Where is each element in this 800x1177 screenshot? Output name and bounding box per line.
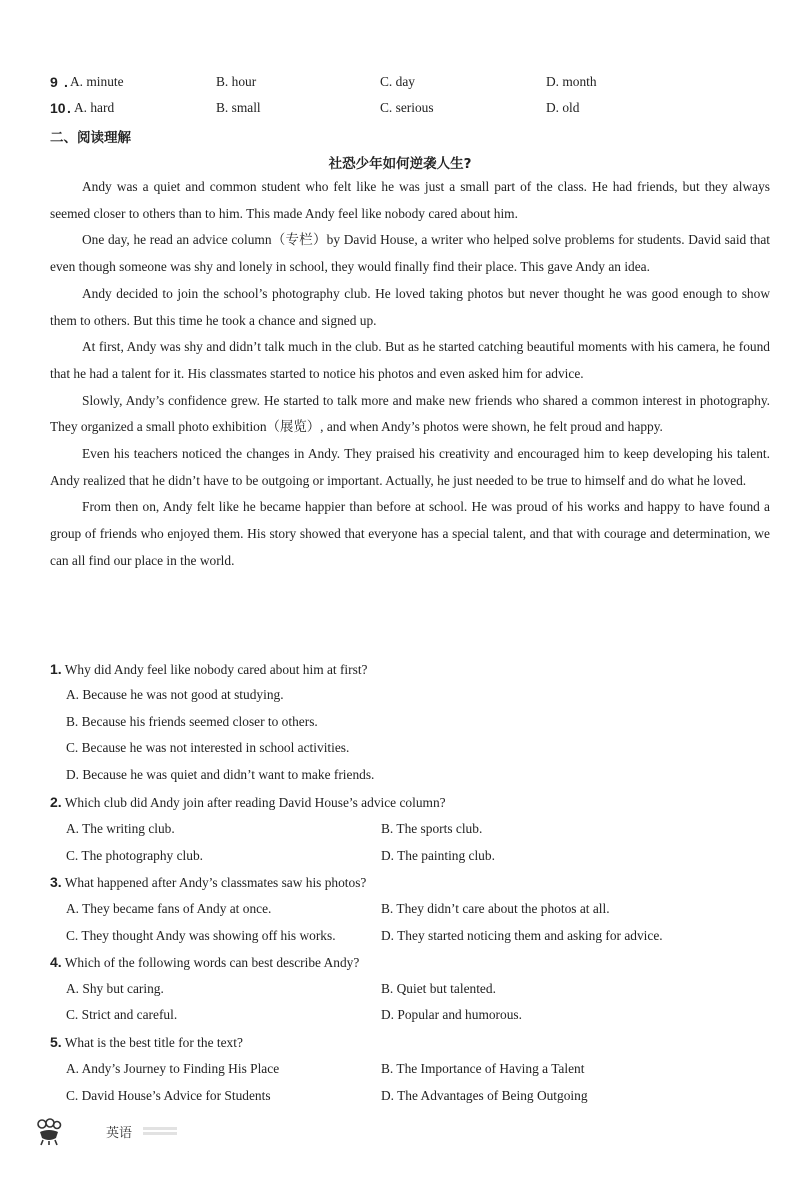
option-b: B. small xyxy=(216,100,261,115)
question-stem: Which club did Andy join after reading David House’s advice column? xyxy=(64,795,446,810)
option-c: C. David House’s Advice for Students xyxy=(66,1088,271,1103)
question-stem: Why did Andy feel like nobody cared about him at first? xyxy=(64,662,368,677)
option-a: A. They became fans of Andy at once. xyxy=(66,901,272,916)
publisher-mark-icon xyxy=(142,1125,178,1137)
cloze-question-9: 9 . A. minute B. hour C. day D. month xyxy=(50,74,597,90)
option-b: B. hour xyxy=(216,74,257,89)
question-number: 10 xyxy=(50,100,66,116)
paragraph: From then on, Andy felt like he became happier than before at school. He was proud of his works and happy to have found a group of friends who enjoyed them. His story showed that everyone has a special talent, and that with courage and determination, we can all find our place in the world. xyxy=(50,499,770,568)
option-a: A. Shy but caring. xyxy=(66,981,164,996)
question-stem: What is the best title for the text? xyxy=(64,1035,243,1050)
paragraph: One day, he read an advice column（专栏）by David House, a writer who helped solve problems for students. David said that even though someone was shy and lonely in school, they would finally find their place. This gave Andy an idea. xyxy=(50,232,770,275)
option-d: D. old xyxy=(546,100,580,115)
paragraph: Even his teachers noticed the changes in Andy. They praised his creativity and encouraged him to keep developing his talent. Andy realized that he didn’t have to be outgoing or important. Actually, he just needed to be true to himself and do what he loved. xyxy=(50,446,770,488)
option-d: D. The painting club. xyxy=(381,848,495,863)
page-footer xyxy=(36,1118,236,1146)
subject-label: 英语 xyxy=(106,1126,133,1141)
option-b: B. The Importance of Having a Talent xyxy=(381,1061,585,1076)
option-c: C. Strict and careful. xyxy=(66,1007,178,1022)
cloze-question-10: 10 . A. hard B. small C. serious D. old xyxy=(50,100,580,116)
option-b: B. Quiet but talented. xyxy=(381,981,496,996)
question-number: 9 xyxy=(50,74,58,90)
section-title: 二、阅读理解 xyxy=(50,130,131,146)
paragraph: Slowly, Andy’s confidence grew. He started to talk more and make new friends who shared a common interest in photography. They organized a small photo exhibition（展览）, and when Andy’s photos were shown, he felt proud and happy. xyxy=(50,392,770,435)
option-b: B. Because his friends seemed closer to others. xyxy=(66,714,318,729)
question-3: 3. What happened after Andy’s classmates saw his photos? xyxy=(50,874,367,890)
paragraph: Andy decided to join the school’s photography club. He loved taking photos but never thought he was good enough to show them to others. But this time he took a chance and signed up. xyxy=(50,285,770,328)
mascot-logo-icon xyxy=(36,1118,62,1146)
option-c: C. Because he was not interested in school activities. xyxy=(66,740,350,755)
question-stem: What happened after Andy’s classmates saw his photos? xyxy=(64,875,367,890)
question-5: 5. What is the best title for the text? xyxy=(50,1034,243,1050)
option-b: B. They didn’t care about the photos at all. xyxy=(381,901,610,916)
option-d: D. They started noticing them and asking for advice. xyxy=(381,928,663,943)
option-d: D. month xyxy=(546,74,597,89)
option-b: B. The sports club. xyxy=(381,821,483,836)
option-c: C. The photography club. xyxy=(66,848,203,863)
question-1: 1. Why did Andy feel like nobody cared about him at first? xyxy=(50,661,368,677)
paragraph: At first, Andy was shy and didn’t talk much in the club. But as he started catching beautiful moments with his camera, he found that he had a talent for it. His classmates started to notice his photos and even asked him for advice. xyxy=(50,339,770,381)
reading-passage xyxy=(50,174,770,575)
paragraph: Andy was a quiet and common student who felt like he was just a small part of the class. He had friends, but they always seemed closer to others than to him. This made Andy feel like nobody cared about him. xyxy=(50,179,770,221)
option-c: C. serious xyxy=(380,100,434,115)
option-d: D. Because he was quiet and didn’t want to make friends. xyxy=(66,767,375,782)
option-a: A. Andy’s Journey to Finding His Place xyxy=(66,1061,280,1076)
option-d: D. Popular and humorous. xyxy=(381,1007,522,1022)
option-d: D. The Advantages of Being Outgoing xyxy=(381,1088,588,1103)
option-c: C. day xyxy=(380,74,415,89)
question-4: 4. Which of the following words can best describe Andy? xyxy=(50,954,360,970)
question-stem: Which of the following words can best describe Andy? xyxy=(64,955,360,970)
option-a: A. The writing club. xyxy=(66,821,175,836)
option-a: A. minute xyxy=(70,74,124,89)
option-a: A. Because he was not good at studying. xyxy=(66,687,284,702)
passage-title: 社恐少年如何逆袭人生? xyxy=(328,156,472,172)
option-a: A. hard xyxy=(74,100,115,115)
option-c: C. They thought Andy was showing off his works. xyxy=(66,928,336,943)
question-2: 2. Which club did Andy join after reading David House’s advice column? xyxy=(50,794,446,810)
